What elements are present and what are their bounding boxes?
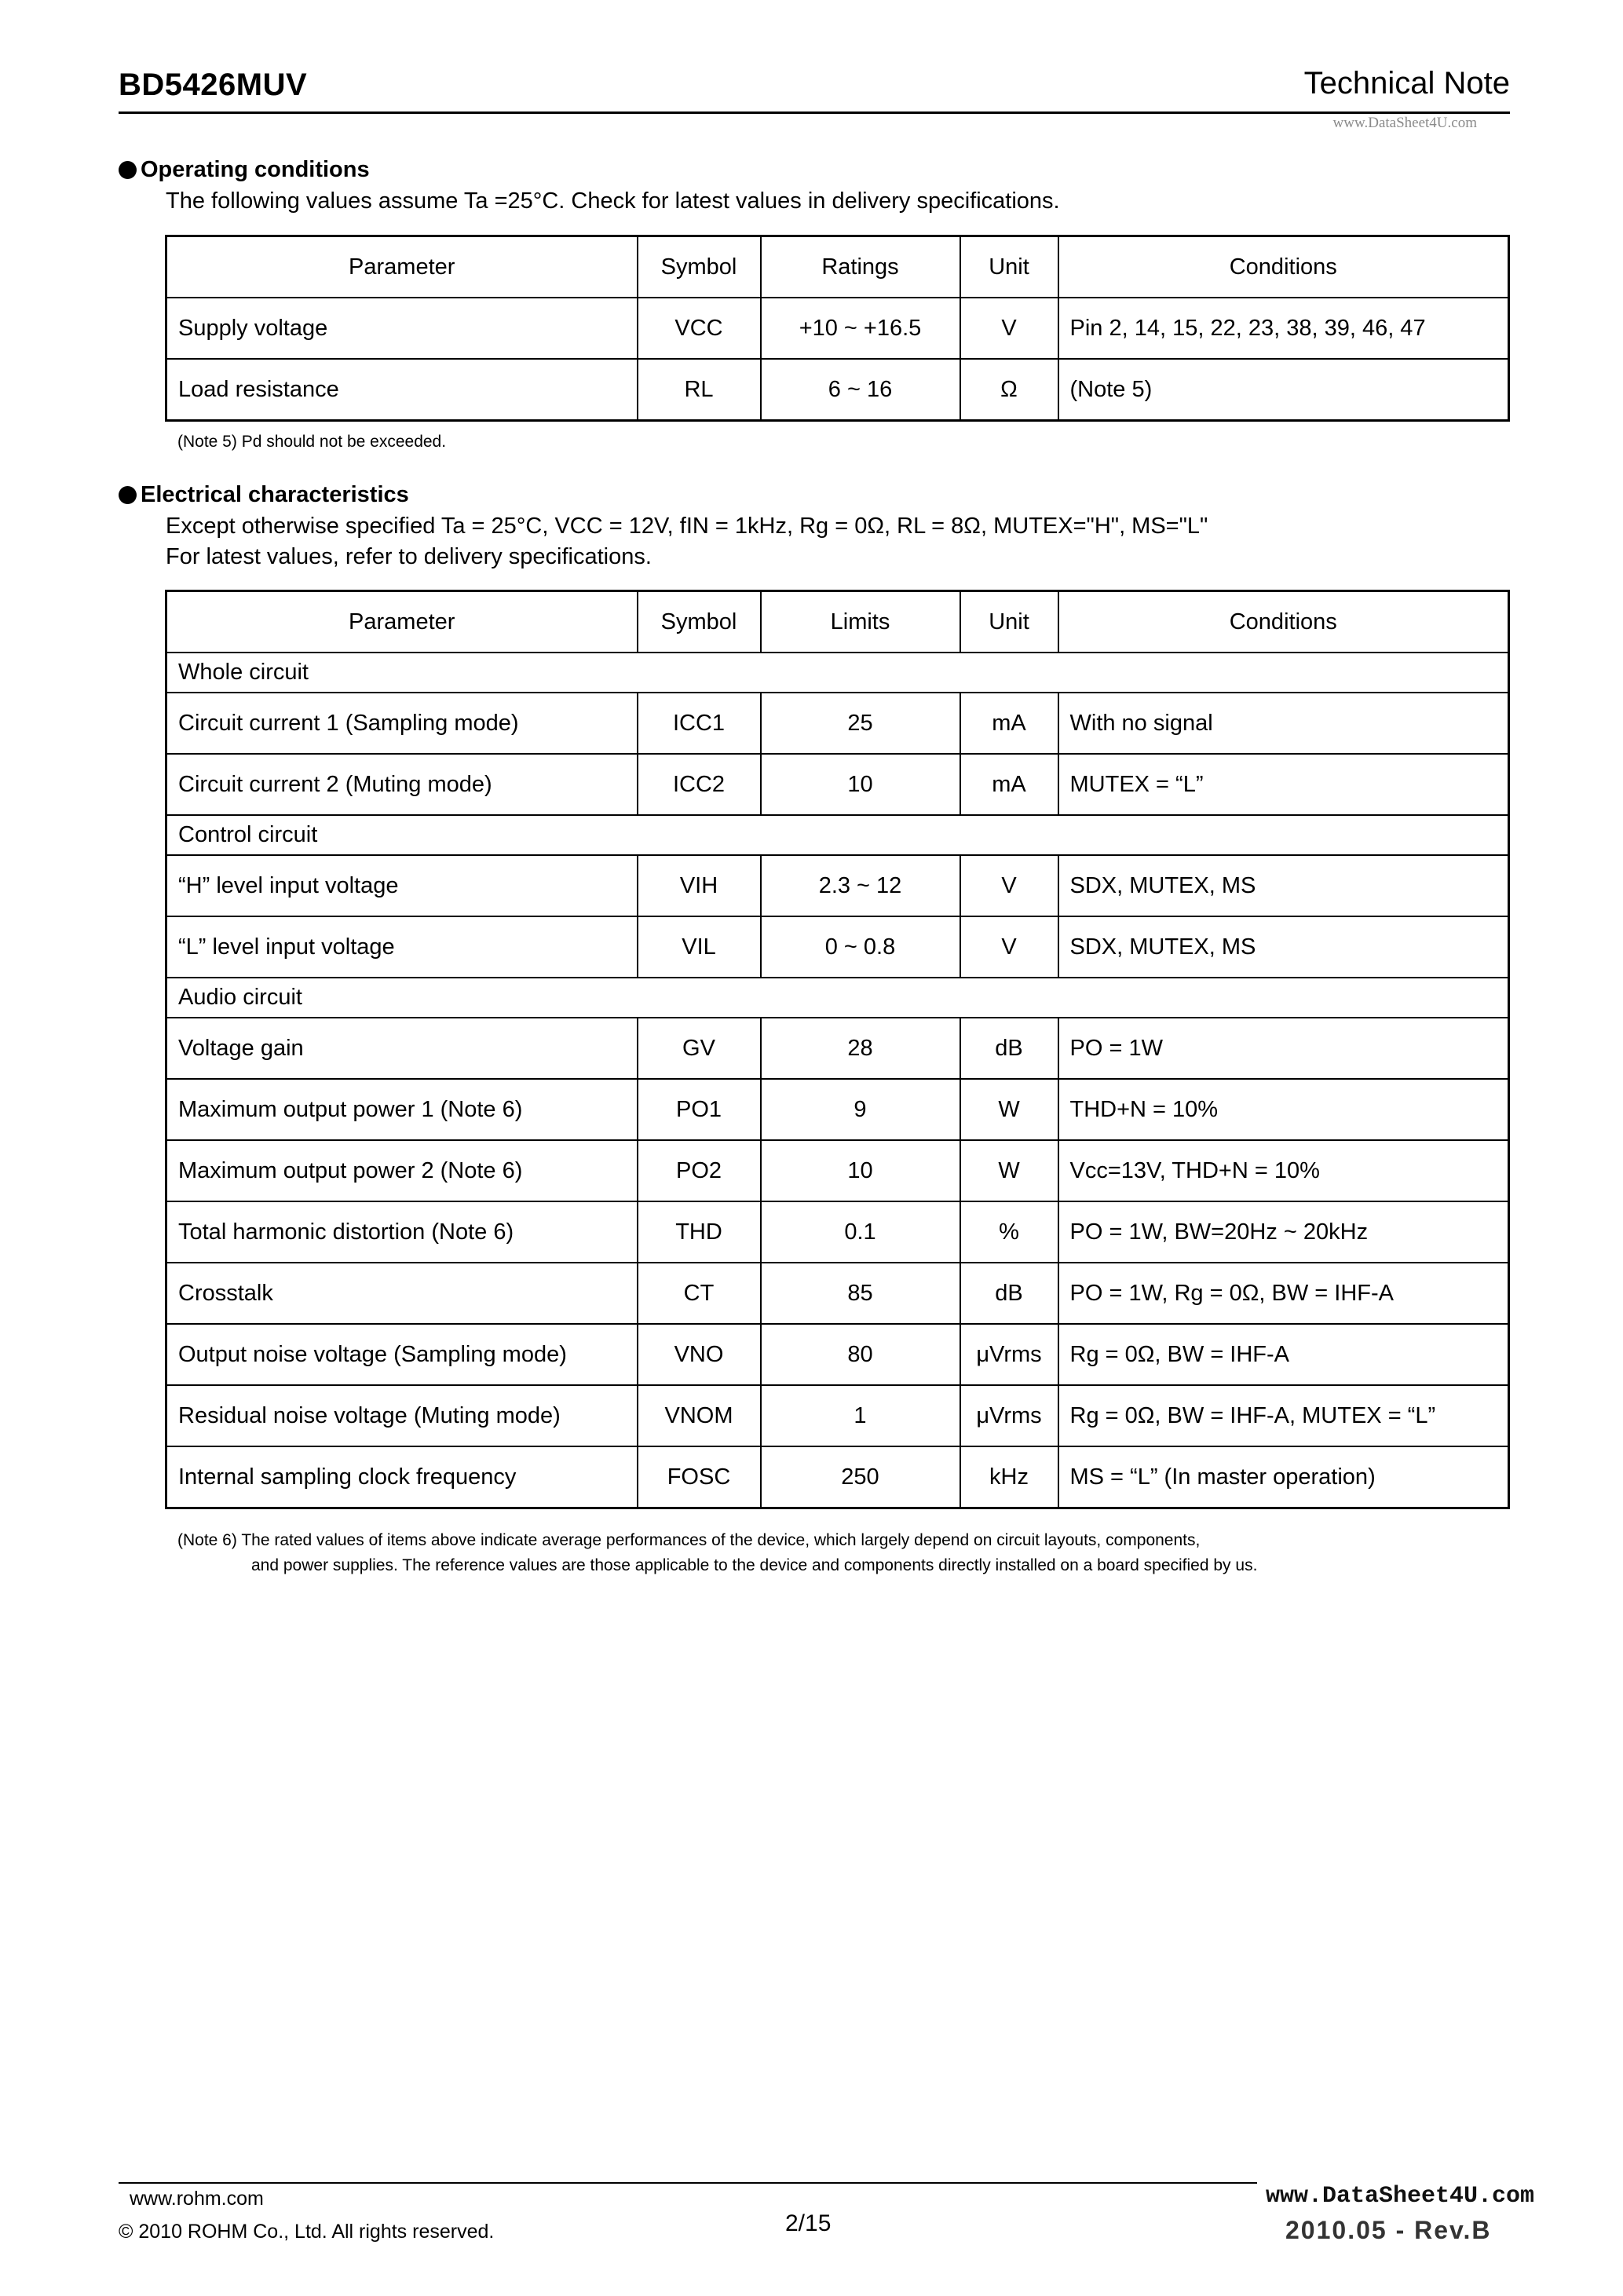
limit-cell: 250 (761, 1446, 960, 1508)
limit-cell: 9 (761, 1079, 960, 1140)
parameter-cell: Maximum output power 2 (Note 6) (166, 1140, 638, 1201)
symbol-cell: VIL (638, 916, 761, 978)
symbol-cell: RL (638, 359, 761, 421)
table-header-row (166, 236, 1509, 298)
table-row (166, 754, 1509, 815)
table-row (166, 693, 1509, 754)
conditions-cell: PO = 1W, Rg = 0Ω, BW = IHF-A (1058, 1263, 1509, 1324)
parameter-cell: Maximum output power 1 (Note 6) (166, 1079, 638, 1140)
unit-cell: % (960, 1201, 1058, 1263)
limit-cell: 0.1 (761, 1201, 960, 1263)
conditions-cell: SDX, MUTEX, MS (1058, 916, 1509, 978)
parameter-cell: Internal sampling clock frequency (166, 1446, 638, 1508)
symbol-cell: VNO (638, 1324, 761, 1385)
unit-cell: V (960, 855, 1058, 916)
group-label: Control circuit (166, 815, 1509, 855)
page-number: 2/15 (785, 2210, 832, 2236)
unit-cell: μVrms (960, 1324, 1058, 1385)
limit-cell: 10 (761, 754, 960, 815)
table-row (166, 359, 1509, 421)
conditions-cell: Rg = 0Ω, BW = IHF-A (1058, 1324, 1509, 1385)
footer-divider (119, 2182, 1257, 2184)
table-row (166, 1079, 1509, 1140)
conditions-cell: SDX, MUTEX, MS (1058, 855, 1509, 916)
conditions-cell: THD+N = 10% (1058, 1079, 1509, 1140)
limit-cell: 85 (761, 1263, 960, 1324)
table-row (166, 916, 1509, 978)
operating-conditions-heading (119, 157, 370, 183)
conditions-cell: Pin 2, 14, 15, 22, 23, 38, 39, 46, 47 (1058, 298, 1509, 359)
electrical-characteristics-title: Electrical characteristics (141, 482, 409, 507)
operating-intro: The following values assume Ta =25°C. Check for latest values in delivery specifications. (166, 188, 1060, 214)
symbol-cell: PO2 (638, 1140, 761, 1201)
symbol-cell: FOSC (638, 1446, 761, 1508)
unit-cell: mA (960, 754, 1058, 815)
parameter-cell: Voltage gain (166, 1018, 638, 1079)
rating-cell: 6 ~ 16 (761, 359, 960, 421)
unit-cell: mA (960, 693, 1058, 754)
document-title: BD5426MUV (119, 68, 308, 102)
parameter-cell: Residual noise voltage (Muting mode) (166, 1385, 638, 1446)
column-header: Unit (960, 236, 1058, 298)
column-header: Parameter (166, 591, 638, 653)
limit-cell: 2.3 ~ 12 (761, 855, 960, 916)
note-6-line-1: (Note 6) The rated values of items above indicate average performances of the device, which largely depend on circuit layouts, components, (177, 1531, 1201, 1549)
table-row (166, 1263, 1509, 1324)
conditions-cell: PO = 1W (1058, 1018, 1509, 1079)
parameter-cell: “H” level input voltage (166, 855, 638, 916)
unit-cell: dB (960, 1263, 1058, 1324)
column-header: Symbol (638, 236, 761, 298)
limit-cell: 0 ~ 0.8 (761, 916, 960, 978)
header-divider (119, 112, 1510, 114)
electrical-intro-line-2: For latest values, refer to delivery specifications. (166, 544, 652, 569)
bullet-icon (119, 486, 137, 504)
group-row (166, 815, 1509, 855)
limit-cell: 25 (761, 693, 960, 754)
group-label: Audio circuit (166, 978, 1509, 1018)
footer-date-revision: 2010.05 - Rev.B (1285, 2216, 1492, 2244)
parameter-cell: Circuit current 1 (Sampling mode) (166, 693, 638, 754)
parameter-cell: “L” level input voltage (166, 916, 638, 978)
group-label: Whole circuit (166, 653, 1509, 693)
unit-cell: Ω (960, 359, 1058, 421)
unit-cell: V (960, 916, 1058, 978)
column-header: Symbol (638, 591, 761, 653)
unit-cell: dB (960, 1018, 1058, 1079)
table-row (166, 1385, 1509, 1446)
unit-cell: kHz (960, 1446, 1058, 1508)
conditions-cell: Rg = 0Ω, BW = IHF-A, MUTEX = “L” (1058, 1385, 1509, 1446)
symbol-cell: VNOM (638, 1385, 761, 1446)
parameter-cell: Circuit current 2 (Muting mode) (166, 754, 638, 815)
column-header: Parameter (166, 236, 638, 298)
column-header: Unit (960, 591, 1058, 653)
rating-cell: +10 ~ +16.5 (761, 298, 960, 359)
technical-note-label: Technical Note (1303, 66, 1510, 101)
conditions-cell: PO = 1W, BW=20Hz ~ 20kHz (1058, 1201, 1509, 1263)
limit-cell: 10 (761, 1140, 960, 1201)
table-row (166, 855, 1509, 916)
symbol-cell: GV (638, 1018, 761, 1079)
conditions-cell: MUTEX = “L” (1058, 754, 1509, 815)
footer-url[interactable]: www.rohm.com (130, 2188, 264, 2210)
conditions-cell: (Note 5) (1058, 359, 1509, 421)
limit-cell: 80 (761, 1324, 960, 1385)
note-5: (Note 5) Pd should not be exceeded. (177, 433, 447, 451)
footer-copyright: © 2010 ROHM Co., Ltd. All rights reserved. (119, 2221, 495, 2243)
unit-cell: V (960, 298, 1058, 359)
unit-cell: W (960, 1140, 1058, 1201)
symbol-cell: CT (638, 1263, 761, 1324)
column-header: Limits (761, 591, 960, 653)
footer-watermark: www.DataSheet4U.com (1261, 2183, 1539, 2210)
column-header: Ratings (761, 236, 960, 298)
unit-cell: μVrms (960, 1385, 1058, 1446)
limit-cell: 1 (761, 1385, 960, 1446)
symbol-cell: ICC1 (638, 693, 761, 754)
column-header: Conditions (1058, 236, 1509, 298)
table-header-row (166, 591, 1509, 653)
table-row (166, 298, 1509, 359)
unit-cell: W (960, 1079, 1058, 1140)
parameter-cell: Supply voltage (166, 298, 638, 359)
note-6-line-2: and power supplies. The reference values are those applicable to the device and components directly installed on a board specified by us. (251, 1556, 1258, 1574)
table-row (166, 1446, 1509, 1508)
limit-cell: 28 (761, 1018, 960, 1079)
conditions-cell: Vcc=13V, THD+N = 10% (1058, 1140, 1509, 1201)
symbol-cell: THD (638, 1201, 761, 1263)
electrical-characteristics-table (165, 590, 1510, 1509)
conditions-cell: With no signal (1058, 693, 1509, 754)
parameter-cell: Output noise voltage (Sampling mode) (166, 1324, 638, 1385)
symbol-cell: PO1 (638, 1079, 761, 1140)
operating-conditions-title: Operating conditions (141, 157, 370, 182)
conditions-cell: MS = “L” (In master operation) (1058, 1446, 1509, 1508)
group-row (166, 978, 1509, 1018)
parameter-cell: Load resistance (166, 359, 638, 421)
column-header: Conditions (1058, 591, 1509, 653)
operating-conditions-table (165, 235, 1510, 422)
table-row (166, 1201, 1509, 1263)
parameter-cell: Crosstalk (166, 1263, 638, 1324)
table-row (166, 1140, 1509, 1201)
parameter-cell: Total harmonic distortion (Note 6) (166, 1201, 638, 1263)
group-row (166, 653, 1509, 693)
electrical-characteristics-heading (119, 482, 409, 508)
electrical-intro-line-1: Except otherwise specified Ta = 25°C, VCC = 12V, fIN = 1kHz, Rg = 0Ω, RL = 8Ω, MUTEX="H", MS="L" (166, 514, 1208, 539)
symbol-cell: ICC2 (638, 754, 761, 815)
symbol-cell: VIH (638, 855, 761, 916)
table-row (166, 1018, 1509, 1079)
bullet-icon (119, 161, 137, 179)
table-row (166, 1324, 1509, 1385)
header-watermark: www.DataSheet4U.com (1332, 115, 1477, 131)
symbol-cell: VCC (638, 298, 761, 359)
